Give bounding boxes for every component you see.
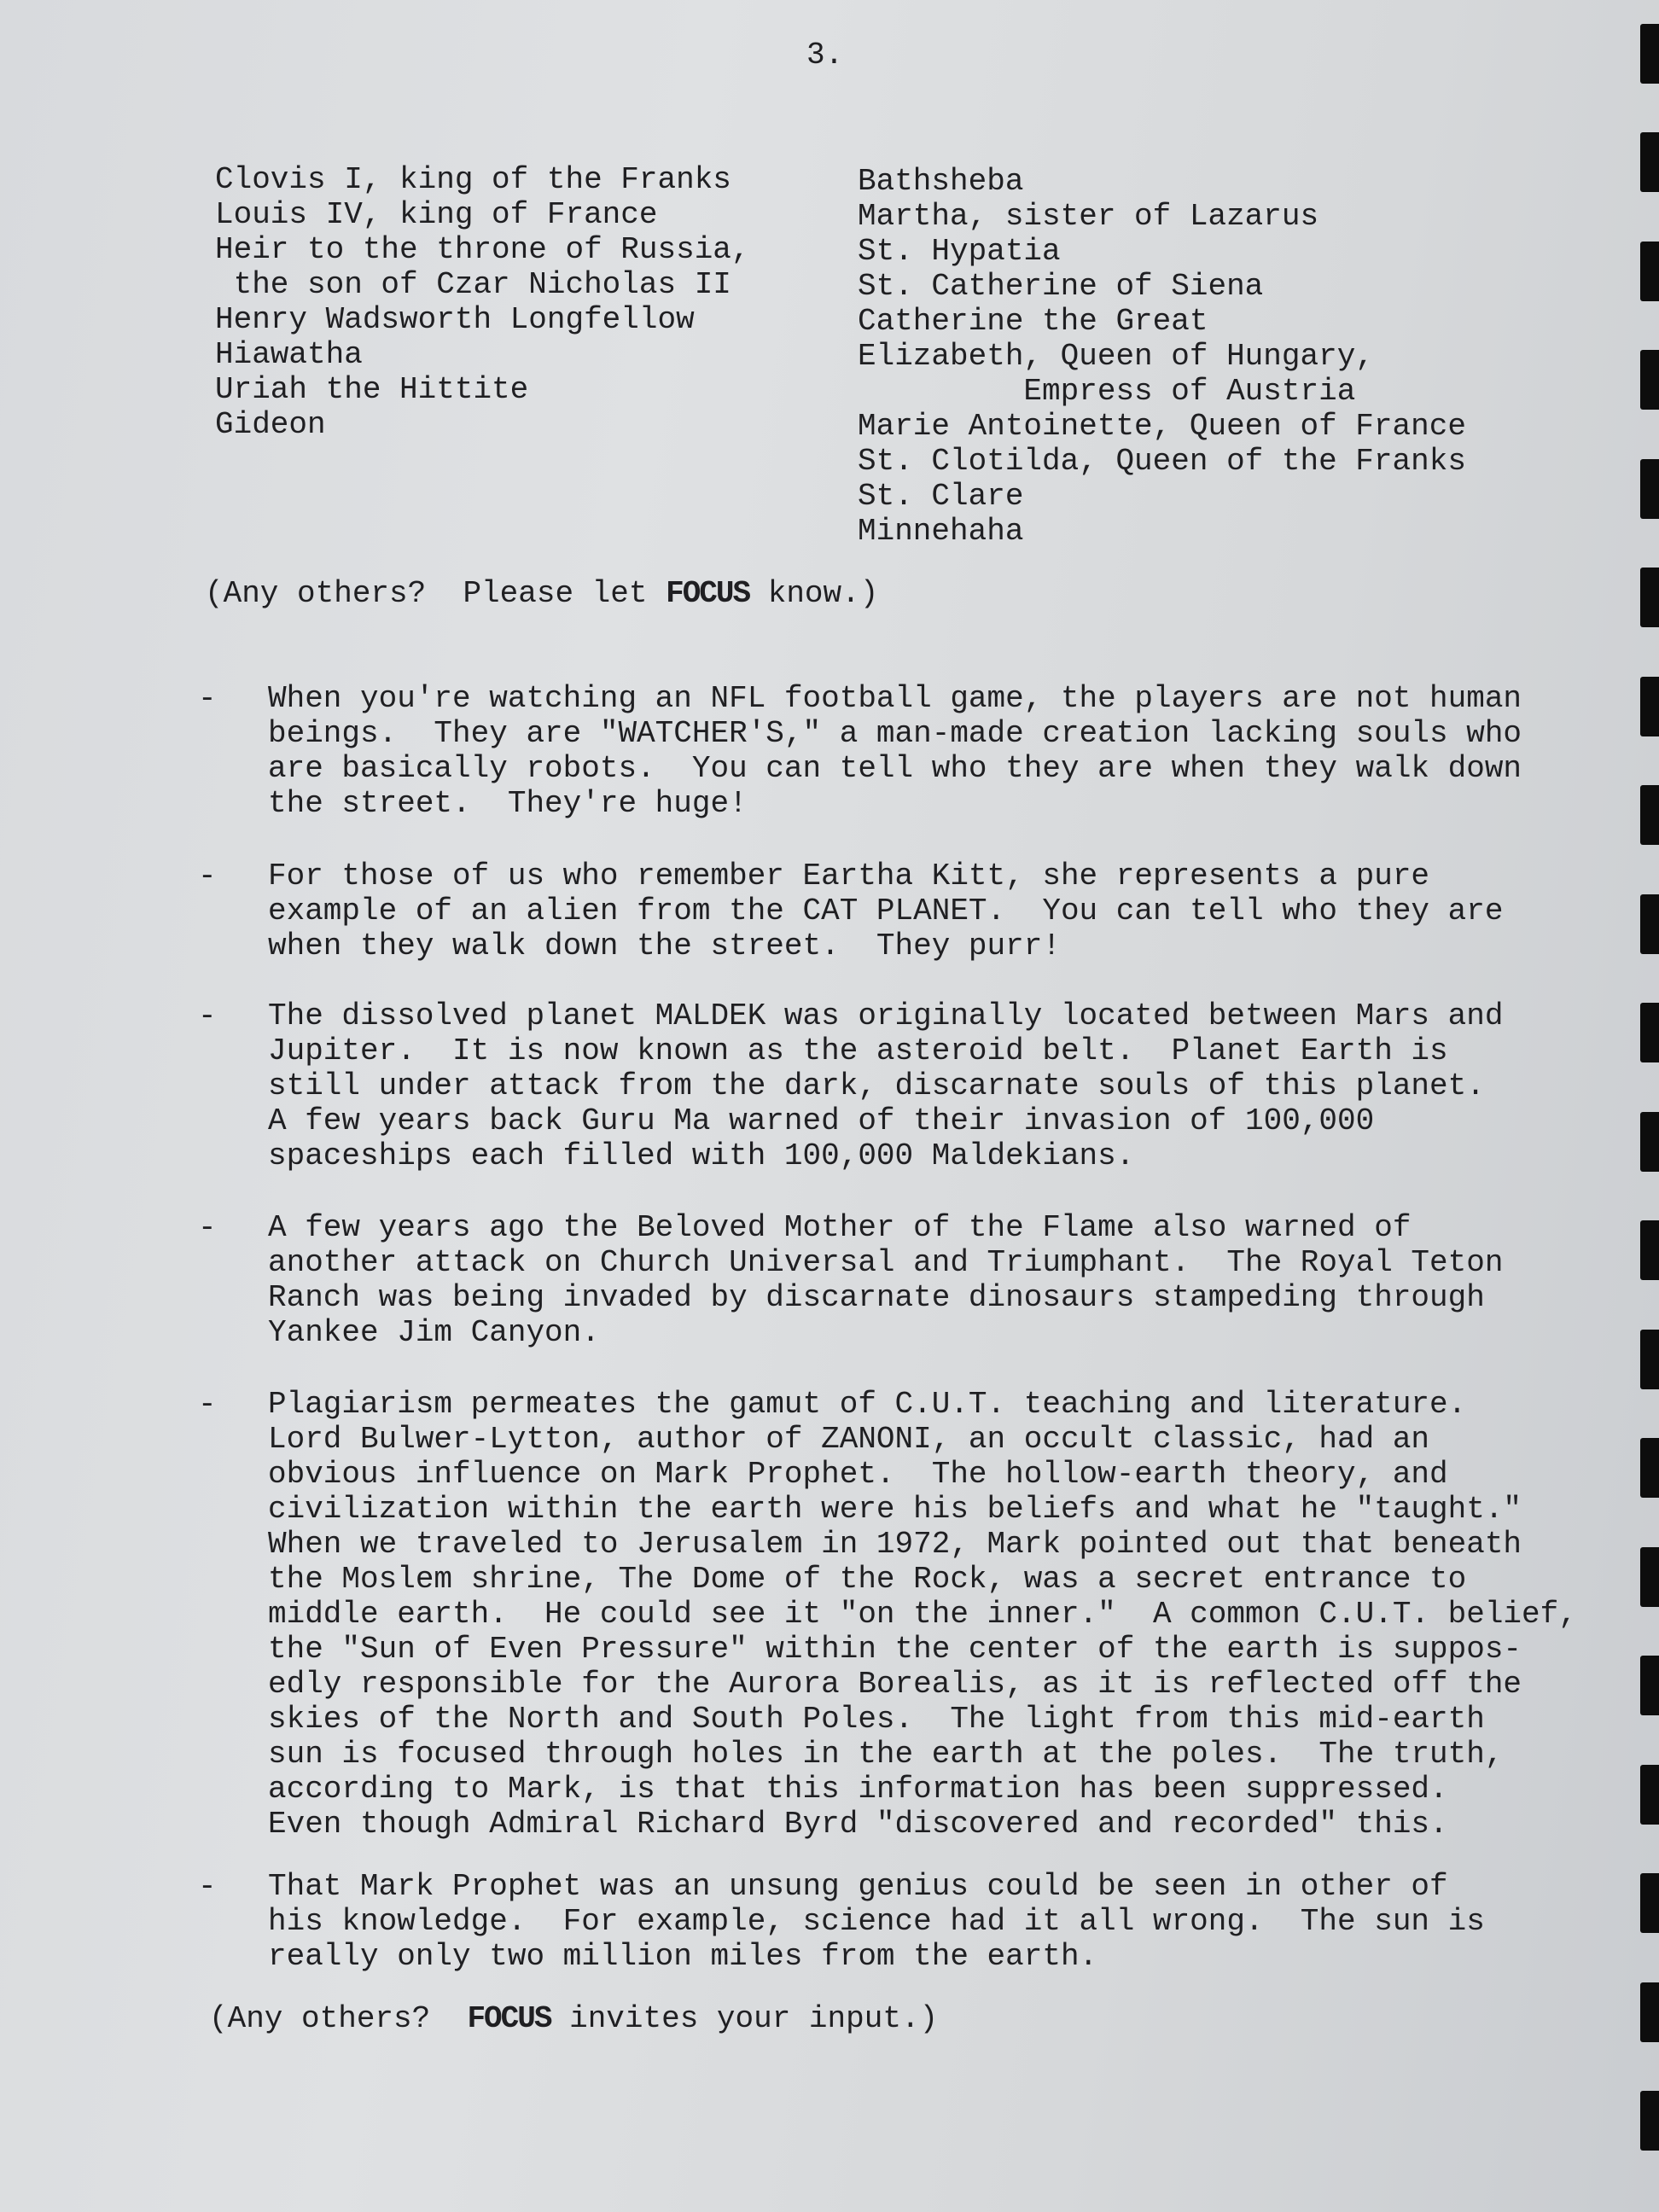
bullet-dash: - [198, 998, 217, 1033]
binding-holes [1635, 0, 1659, 2212]
list-item: St. Clotilda, Queen of the Franks [858, 444, 1466, 479]
text-line: Yankee Jim Canyon. [268, 1315, 600, 1350]
text-line: A few years back Guru Ma warned of their invasion of 100,000 [268, 1103, 1375, 1138]
bullet-dash: - [198, 1387, 217, 1422]
text-line: For those of us who remember Eartha Kitt, she represents a pure [268, 859, 1430, 894]
text-line: skies of the North and South Poles. The light from this mid-earth [268, 1702, 1485, 1737]
incarnation-list-right [858, 164, 1466, 549]
text-line: Ranch was being invaded by discarnate dinosaurs stampeding through [268, 1280, 1485, 1315]
text-line: still under attack from the dark, discarnate souls of this planet. [268, 1068, 1485, 1103]
text-line: beings. They are "WATCHER'S," a man-made creation lacking souls who [268, 716, 1522, 751]
focus-name: FOCUS [467, 2001, 551, 2036]
list-item: Henry Wadsworth Longfellow [215, 302, 695, 337]
text-line: Jupiter. It is now known as the asteroid belt. Planet Earth is [268, 1033, 1448, 1068]
list-item: Minnehaha [858, 514, 1024, 549]
list-item: Uriah the Hittite [215, 372, 529, 407]
note-invites-input: (Any others? FOCUS invites your input.) [209, 2001, 939, 2036]
text-line: middle earth. He could see it "on the inner." A common C.U.T. belief, [268, 1597, 1577, 1632]
list-item: Catherine the Great [858, 304, 1208, 339]
list-item: the son of Czar Nicholas II [215, 267, 731, 302]
incarnation-list-left [215, 162, 750, 442]
focus-name: FOCUS [666, 576, 750, 611]
list-item: Marie Antoinette, Queen of France [858, 409, 1466, 444]
text-line: the "Sun of Even Pressure" within the center of the earth is suppos- [268, 1632, 1522, 1667]
text-line: When you're watching an NFL football game, the players are not human [268, 681, 1522, 716]
text-line: obvious influence on Mark Prophet. The hollow-earth theory, and [268, 1457, 1448, 1492]
text-line: when they walk down the street. They purr! [268, 928, 1061, 963]
bullet-dash: - [198, 681, 217, 716]
list-item: Bathsheba [858, 164, 1024, 199]
text-line: his knowledge. For example, science had it all wrong. The sun is [268, 1904, 1485, 1939]
list-item: Clovis I, king of the Franks [215, 162, 731, 197]
text-line: really only two million miles from the earth. [268, 1939, 1098, 1974]
text-line: the Moslem shrine, The Dome of the Rock, was a secret entrance to [268, 1562, 1467, 1597]
text-line: A few years ago the Beloved Mother of the Flame also warned of [268, 1210, 1412, 1245]
text-line: When we traveled to Jerusalem in 1972, Mark pointed out that beneath [268, 1527, 1522, 1562]
text-line: Even though Admiral Richard Byrd "discovered and recorded" this. [268, 1807, 1448, 1842]
text-line: That Mark Prophet was an unsung genius could be seen in other of [268, 1869, 1448, 1904]
text-line: spaceships each filled with 100,000 Maldekians. [268, 1138, 1135, 1173]
text-line: are basically robots. You can tell who they are when they walk down [268, 751, 1522, 786]
list-item: St. Clare [858, 479, 1024, 514]
list-item: Empress of Austria [858, 374, 1356, 409]
note-any-others: (Any others? Please let FOCUS know.) [205, 576, 879, 611]
list-item: Gideon [215, 407, 326, 442]
list-item: Louis IV, king of France [215, 197, 658, 232]
list-item: Martha, sister of Lazarus [858, 199, 1319, 234]
bullet-dash: - [198, 1869, 217, 1904]
text-line: The dissolved planet MALDEK was originally located between Mars and [268, 998, 1504, 1033]
text-line: the street. They're huge! [268, 786, 748, 821]
text-line: sun is focused through holes in the earth at the poles. The truth, [268, 1737, 1504, 1772]
text-line: edly responsible for the Aurora Borealis, as it is reflected off the [268, 1667, 1522, 1702]
text-line: another attack on Church Universal and Triumphant. The Royal Teton [268, 1245, 1504, 1280]
list-item: Hiawatha [215, 337, 363, 372]
text-line: example of an alien from the CAT PLANET. You can tell who they are [268, 894, 1504, 928]
text-line: according to Mark, is that this information has been suppressed. [268, 1772, 1448, 1807]
text-line: Plagiarism permeates the gamut of C.U.T. teaching and literature. [268, 1387, 1467, 1422]
page-number: 3. [806, 38, 844, 73]
list-item: Elizabeth, Queen of Hungary, [858, 339, 1374, 374]
text-line: Lord Bulwer-Lytton, author of ZANONI, an occult classic, had an [268, 1422, 1430, 1457]
bullet-dash: - [198, 859, 217, 894]
list-item: St. Hypatia [858, 234, 1061, 269]
list-item: St. Catherine of Siena [858, 269, 1264, 304]
list-item: Heir to the throne of Russia, [215, 232, 750, 267]
bullet-dash: - [198, 1210, 217, 1245]
text-line: civilization within the earth were his beliefs and what he "taught." [268, 1492, 1522, 1527]
